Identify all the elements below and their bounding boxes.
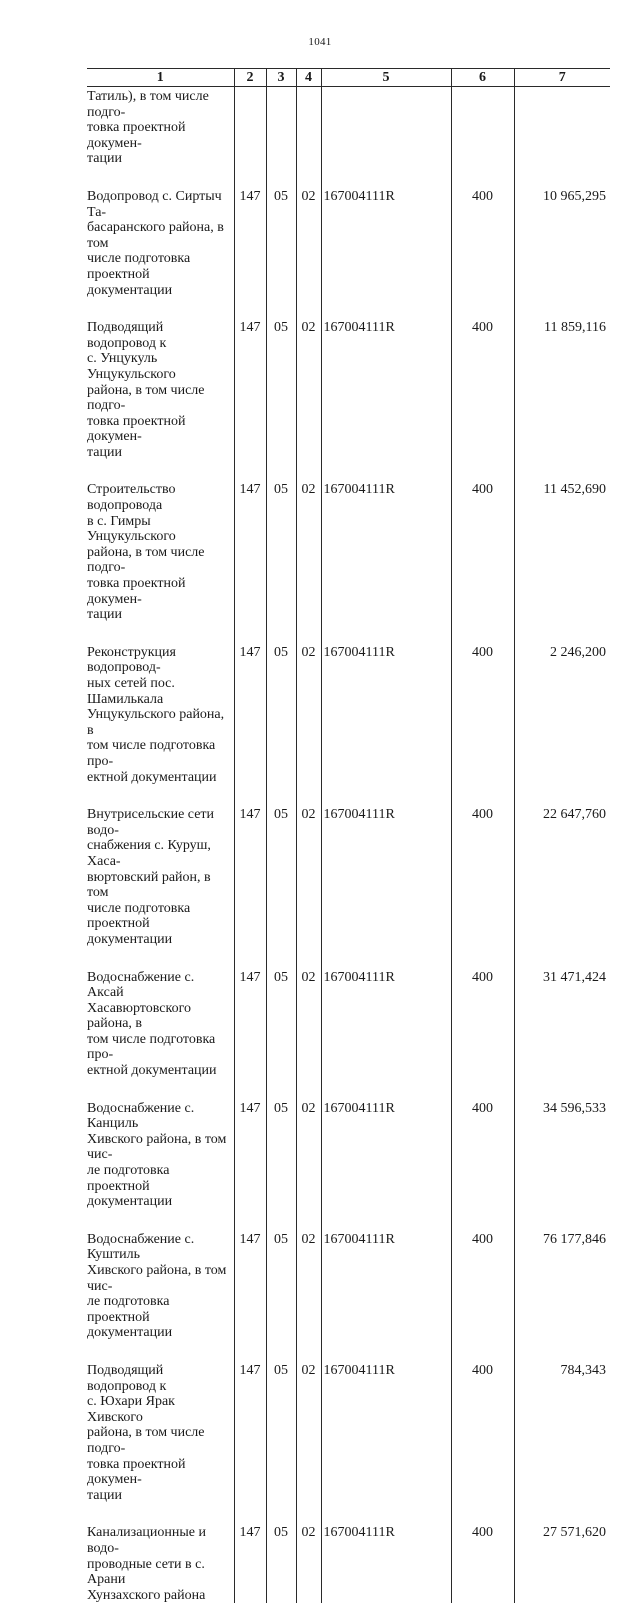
target-article-cell: 167004111R bbox=[321, 460, 451, 622]
chapter-code-cell: 147 bbox=[234, 167, 266, 298]
section-code-cell: 05 bbox=[266, 1503, 296, 1603]
chapter-code-cell: 147 bbox=[234, 948, 266, 1079]
amount-cell: 2 246,200 bbox=[514, 623, 610, 785]
section-code-cell: 05 bbox=[266, 785, 296, 947]
subsection-code-cell: 02 bbox=[296, 460, 321, 622]
chapter-code-cell: 147 bbox=[234, 1210, 266, 1341]
subsection-code-cell: 02 bbox=[296, 167, 321, 298]
amount-cell: 22 647,760 bbox=[514, 785, 610, 947]
subsection-code-cell: 02 bbox=[296, 298, 321, 460]
section-code-cell: 05 bbox=[266, 623, 296, 785]
amount-cell: 27 571,620 bbox=[514, 1503, 610, 1603]
subsection-code-cell: 02 bbox=[296, 1210, 321, 1341]
expense-type-cell: 400 bbox=[451, 1503, 514, 1603]
row-name-cell: Подводящий водопровод к с. Унцукуль Унцукульского района, в том числе подго- товка проектной докумен- тации bbox=[87, 298, 234, 460]
table-row bbox=[87, 623, 610, 785]
column-header-3: 3 bbox=[266, 69, 296, 87]
subsection-code-cell: 02 bbox=[296, 1079, 321, 1210]
section-code-cell: 05 bbox=[266, 298, 296, 460]
amount-cell: 784,343 bbox=[514, 1341, 610, 1503]
table-header bbox=[87, 69, 610, 87]
section-code-cell: 05 bbox=[266, 1079, 296, 1210]
table-row bbox=[87, 1079, 610, 1210]
expense-type-cell: 400 bbox=[451, 623, 514, 785]
table-row-continuation bbox=[87, 87, 610, 167]
row-name-cell: Канализационные и водо- проводные сети в с. Арани Хунзахского района bbox=[87, 1503, 234, 1603]
column-header-4: 4 bbox=[296, 69, 321, 87]
expense-type-cell: 400 bbox=[451, 1210, 514, 1341]
page-number: 1041 bbox=[0, 36, 640, 48]
expense-type-cell: 400 bbox=[451, 1079, 514, 1210]
target-article-cell: 167004111R bbox=[321, 1503, 451, 1603]
row-name-cell: Внутрисельские сети водо- снабжения с. Куруш, Хаса- вюртовский район, в том числе подготовка проектной документации bbox=[87, 785, 234, 947]
table-row bbox=[87, 948, 610, 1079]
table-row bbox=[87, 460, 610, 622]
column-header-1: 1 bbox=[87, 69, 234, 87]
row-name-cell: Подводящий водопровод к с. Юхари Ярак Хивского района, в том числе подго- товка проектной докумен- тации bbox=[87, 1341, 234, 1503]
column-header-7: 7 bbox=[514, 69, 610, 87]
target-article-cell: 167004111R bbox=[321, 785, 451, 947]
budget-table bbox=[87, 68, 610, 1603]
table-row bbox=[87, 1210, 610, 1341]
table-row bbox=[87, 785, 610, 947]
row-name-cell: Водоснабжение с. Куштиль Хивского района, в том чис- ле подготовка проектной документации bbox=[87, 1210, 234, 1341]
column-header-2: 2 bbox=[234, 69, 266, 87]
table-body bbox=[87, 87, 610, 1603]
section-code-cell: 05 bbox=[266, 1341, 296, 1503]
subsection-code-cell: 02 bbox=[296, 785, 321, 947]
expense-type-cell: 400 bbox=[451, 298, 514, 460]
expense-type-cell: 400 bbox=[451, 948, 514, 1079]
expense-type-cell: 400 bbox=[451, 460, 514, 622]
target-article-cell: 167004111R bbox=[321, 167, 451, 298]
expense-type-cell: 400 bbox=[451, 1341, 514, 1503]
amount-cell: 31 471,424 bbox=[514, 948, 610, 1079]
section-code-cell: 05 bbox=[266, 167, 296, 298]
section-code-cell: 05 bbox=[266, 948, 296, 1079]
row-name-cell: Строительство водопровода в с. Гимры Унцукульского района, в том числе подго- товка проектной докумен- тации bbox=[87, 460, 234, 622]
chapter-code-cell: 147 bbox=[234, 1079, 266, 1210]
target-article-cell: 167004111R bbox=[321, 298, 451, 460]
chapter-code-cell: 147 bbox=[234, 1341, 266, 1503]
table-row bbox=[87, 298, 610, 460]
expense-type-cell: 400 bbox=[451, 167, 514, 298]
chapter-code-cell: 147 bbox=[234, 298, 266, 460]
row-name-cell: Водопровод с. Сиртыч Та- басаранского района, в том числе подготовка проектной документации bbox=[87, 167, 234, 298]
amount-cell: 76 177,846 bbox=[514, 1210, 610, 1341]
target-article-cell: 167004111R bbox=[321, 1210, 451, 1341]
chapter-code-cell: 147 bbox=[234, 1503, 266, 1603]
expense-type-cell: 400 bbox=[451, 785, 514, 947]
row-name-cell: Реконструкция водопровод- ных сетей пос. Шамилькала Унцукульского района, в том числе подготовка про- ектной документации bbox=[87, 623, 234, 785]
column-header-5: 5 bbox=[321, 69, 451, 87]
subsection-code-cell: 02 bbox=[296, 948, 321, 1079]
table-row bbox=[87, 167, 610, 298]
amount-cell: 34 596,533 bbox=[514, 1079, 610, 1210]
continuation-text: Татиль), в том числе подго- товка проектной докумен- тации bbox=[87, 87, 234, 167]
amount-cell: 10 965,295 bbox=[514, 167, 610, 298]
subsection-code-cell: 02 bbox=[296, 623, 321, 785]
amount-cell: 11 452,690 bbox=[514, 460, 610, 622]
row-name-cell: Водоснабжение с. Канциль Хивского района, в том чис- ле подготовка проектной документации bbox=[87, 1079, 234, 1210]
target-article-cell: 167004111R bbox=[321, 948, 451, 1079]
amount-cell: 11 859,116 bbox=[514, 298, 610, 460]
table-row bbox=[87, 1341, 610, 1503]
table-row bbox=[87, 1503, 610, 1603]
section-code-cell: 05 bbox=[266, 460, 296, 622]
subsection-code-cell: 02 bbox=[296, 1503, 321, 1603]
column-header-6: 6 bbox=[451, 69, 514, 87]
chapter-code-cell: 147 bbox=[234, 785, 266, 947]
target-article-cell: 167004111R bbox=[321, 623, 451, 785]
subsection-code-cell: 02 bbox=[296, 1341, 321, 1503]
chapter-code-cell: 147 bbox=[234, 623, 266, 785]
target-article-cell: 167004111R bbox=[321, 1079, 451, 1210]
chapter-code-cell: 147 bbox=[234, 460, 266, 622]
target-article-cell: 167004111R bbox=[321, 1341, 451, 1503]
section-code-cell: 05 bbox=[266, 1210, 296, 1341]
row-name-cell: Водоснабжение с. Аксай Хасавюртовского района, в том числе подготовка про- ектной документации bbox=[87, 948, 234, 1079]
